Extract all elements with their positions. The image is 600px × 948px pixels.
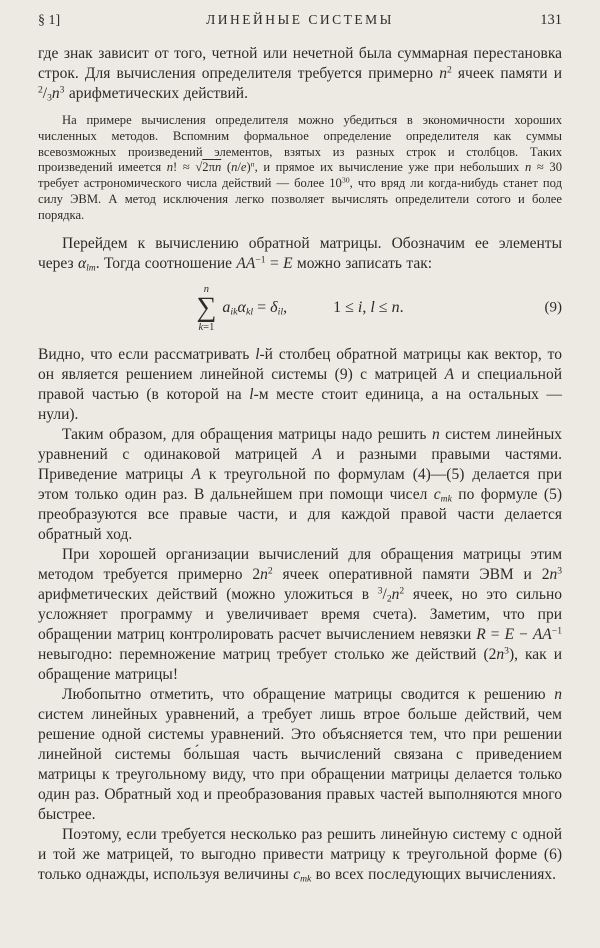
- equation-body: [196, 284, 403, 334]
- page-number: 131: [540, 12, 562, 28]
- equation-expression: aikαkl = δil,: [222, 299, 288, 318]
- paragraph: Поэтому, если требуется несколько раз решить линейную систему с одной и той же матрицей, то выгодно привести матрицу к треугольной форме (6) только однажды, используя величины cmk во всех последующих вычислениях.: [38, 826, 562, 885]
- equation-condition: 1 ≤ i, l ≤ n.: [333, 299, 404, 317]
- sum-lower-limit: k=1: [198, 321, 215, 333]
- section-marker: § 1]: [38, 13, 61, 28]
- paragraph: Перейдем к вычислению обратной матрицы. Обозначим ее элементы через αlm. Тогда соотношение $AA^{-1} = E$ можно записать так:: [38, 234, 562, 273]
- paragraph: При хорошей организации вычислений для обращения матрицы этим методом требуется примерно $2n^2$ ячеек оперативной памяти ЭВМ и $2n^3$ арифметических действий (можно уложиться в $^3/2n^2$ ячеек, но это сильно усложняет программу и увеличивает время счета). Заметим, что при обращении матриц контролировать расчет вычислением невязки $R = E - AA^{-1}$ невыгодно: перемножение матриц требует столько же действий $(2n^3)$, как и обращение матрицы!: [38, 546, 563, 684]
- running-title: ЛИНЕЙНЫЕ СИСТЕМЫ: [206, 12, 394, 27]
- equation-number: (9): [544, 299, 562, 316]
- sigma-glyph: ∑: [196, 292, 217, 324]
- paragraph: Видно, что если рассматривать l-й столбец обратной матрицы как вектор, то он является решением линейной системы (9) с матрицей A и специальной правой частью (в которой на l-м месте стоит единица, а на остальных — нули).: [38, 346, 562, 424]
- paragraph: Таким образом, для обращения матрицы надо решить n систем линейных уравнений с одинаковой матрицей A и разными правыми частями. Приведение матрицы A к треугольной по формулам (4)—(5) делается при этом только один раз. В дальнейшем при помощи чисел cmk по формуле (5) преобразуются все правые части, и для каждой правой части делается обратный ход.: [38, 426, 563, 544]
- small-print-paragraph: На примере вычисления определителя можно убедиться в экономичности хороших численных методов. Вспомним формальное определение определителя как суммы всевозможных произведений элементов, взятых из разных строк и столбцов. Таких произведений имеется n! ≈ $√2\pi\overline{n}$ $(n/e)^n$, и прямое их вычисление уже при небольших n ≈ 30 требует астрономического числа действий — более $10^{30}$, что вряд ли когда-нибудь станет под силу ЭВМ. А метод исключения легко позволяет вычислять определители сотого и более порядка.: [38, 113, 562, 222]
- paragraph: где знак зависит от того, четной или нечетной была суммарная перестановка строк. Для вычисления определителя требуется примерно $n^2$ ячеек памяти и $^2/3n^3$ арифметических действий.: [38, 45, 562, 104]
- equation-9: [38, 284, 562, 334]
- paragraph: Любопытно отметить, что обращение матрицы сводится к решению n систем линейных уравнений, а требует лишь втрое больше действий, чем решение одной системы уравнений. Это объясняется тем, что при решении линейной системы бо́льшая часть вычислений связана с приведением матрицы к треугольному виду, что при обращении матрицы делается только один раз. Обратный ход и преобразования правых частей выполняются много быстрее.: [38, 686, 562, 824]
- page-header: [38, 12, 562, 29]
- sum-upper-limit: n: [203, 283, 210, 295]
- summation-symbol: [196, 284, 216, 334]
